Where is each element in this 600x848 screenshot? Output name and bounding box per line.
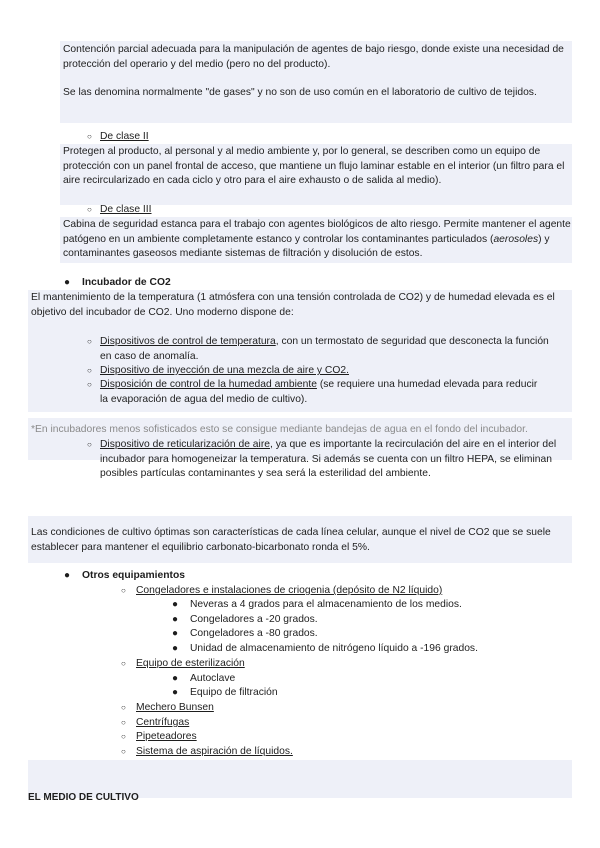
paragraph-incubador-intro: El mantenimiento de la temperatura (1 atmósfera con una tensión controlada de CO2) y de humedad elevada es el objetivo del incubador de CO2. Uno moderno dispone de:: [31, 292, 555, 318]
disc-bullet-icon: ●: [172, 614, 179, 625]
disc-bullet-icon: ●: [64, 277, 71, 288]
circle-bullet-icon: ○: [121, 718, 126, 727]
circle-bullet-icon: ○: [121, 747, 126, 756]
criogenia-subitem: Congeladores a -20 grados.: [190, 614, 318, 625]
incubador-note: *En incubadores menos sofisticados esto se consigue mediante bandejas de agua en el fondo del incubador.: [31, 424, 528, 435]
disc-bullet-icon: ●: [64, 570, 71, 581]
incubador-item: Dispositivos de control de temperatura, con un termostato de seguridad que desconecta la función en caso de anomalía.: [100, 336, 549, 362]
incubador-heading: Incubador de CO2: [82, 277, 171, 288]
circle-bullet-icon: ○: [87, 366, 92, 375]
circle-bullet-icon: ○: [87, 440, 92, 449]
equipment-item: Pipeteadores: [136, 731, 197, 742]
incubador-item: Disposición de control de la humedad ambiente (se requiere una humedad elevada para reducir la evaporación de agua del medio de cultivo).: [100, 379, 538, 405]
disc-bullet-icon: ●: [172, 673, 179, 684]
paragraph-gases: Se las denomina normalmente "de gases" y no son de uso común en el laboratorio de cultivo de tejidos.: [63, 87, 537, 98]
criogenia-subitem: Unidad de almacenamiento de nitrógeno líquido a -196 grados.: [190, 643, 478, 654]
disc-bullet-icon: ●: [172, 687, 179, 698]
section-title: EL MEDIO DE CULTIVO: [28, 792, 139, 803]
disc-bullet-icon: ●: [172, 643, 179, 654]
incubador-item: Dispositivo de inyección de una mezcla de aire y CO2.: [100, 365, 349, 376]
disc-bullet-icon: ●: [172, 628, 179, 639]
esterilizacion-subitem: Equipo de filtración: [190, 687, 278, 698]
circle-bullet-icon: ○: [121, 732, 126, 741]
circle-bullet-icon: ○: [121, 586, 126, 595]
clase-iii-label: De clase III: [100, 204, 152, 215]
circle-bullet-icon: ○: [87, 337, 92, 346]
circle-bullet-icon: ○: [121, 659, 126, 668]
circle-bullet-icon: ○: [121, 703, 126, 712]
paragraph-clase-iii: Cabina de seguridad estanca para el trabajo con agentes biológicos de alto riesgo. Permite mantener el agente patógeno en un ambiente completamente estanco y controlar los contaminantes particulados (aerosoles) y contaminantes gaseosos mediante sistemas de filtración y disolución de estos.: [63, 219, 571, 259]
circle-bullet-icon: ○: [87, 380, 92, 389]
esterilizacion-subitem: Autoclave: [190, 673, 236, 684]
disc-bullet-icon: ●: [172, 599, 179, 610]
incubador-item: Dispositivo de reticularización de aire, ya que es importante la recirculación del aire en el interior del incubador para homogeneizar la temperatura. Si además se cuenta con un filtro HEPA, se eliminan posibles partículas contaminantes y sea será la esterilidad del ambiente.: [100, 439, 557, 479]
equipment-item: Sistema de aspiración de líquidos.: [136, 746, 293, 757]
paragraph-clase-ii: Protegen al producto, al personal y al medio ambiente y, por lo general, se describen como un equipo de protección con un panel frontal de acceso, que mantiene un flujo laminar estable en el interior (un filtro para el aire recircularizado en cada ciclo y otro para el aire exhausto o de salida al medio).: [63, 146, 565, 186]
equipment-item: Mechero Bunsen: [136, 702, 214, 713]
paragraph-condiciones: Las condiciones de cultivo óptimas son características de cada línea celular, aunque el nivel de CO2 que se suele establecer para mantener el equilibrio carbonato-bicarbonato ronda el 5%.: [31, 527, 551, 553]
paragraph-contencion: Contención parcial adecuada para la manipulación de agentes de bajo riesgo, donde existe una necesidad de protección del operario y del medio (pero no del producto).: [63, 44, 564, 70]
circle-bullet-icon: ○: [87, 205, 92, 214]
clase-ii-label: De clase II: [100, 131, 149, 142]
criogenia-item: Congeladores e instalaciones de criogenia (depósito de N2 líquido): [136, 585, 443, 596]
criogenia-subitem: Neveras a 4 grados para el almacenamiento de los medios.: [190, 599, 462, 610]
esterilizacion-item: Equipo de esterilización: [136, 658, 245, 669]
equipment-item: Centrífugas: [136, 717, 190, 728]
circle-bullet-icon: ○: [87, 132, 92, 141]
otros-heading: Otros equipamientos: [82, 570, 185, 581]
criogenia-subitem: Congeladores a -80 grados.: [190, 628, 318, 639]
